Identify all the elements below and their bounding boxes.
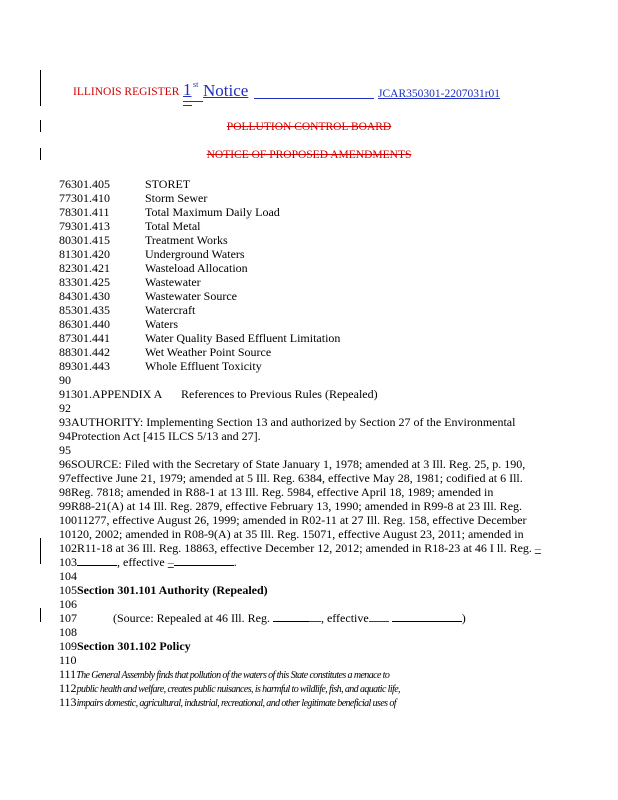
toc-line: 89301.443 Whole Effluent Toxicity bbox=[59, 359, 262, 373]
policy-line: 111The General Assembly finds that pollution of the waters of this State constitutes a menace to bbox=[59, 667, 390, 681]
line-number: 95 bbox=[59, 443, 71, 457]
authority-line: 93AUTHORITY: Implementing Section 13 and authorized by Section 27 of the Environmental bbox=[59, 415, 516, 429]
header-rule bbox=[254, 98, 374, 99]
toc-line: 84301.430 Wastewater Source bbox=[59, 289, 237, 303]
issue-superscript: st bbox=[193, 80, 199, 89]
change-bar bbox=[40, 608, 41, 622]
source-line: 96SOURCE: Filed with the Secretary of State January 1, 1978; amended at 3 Ill. Reg. 25, p. 190, bbox=[59, 457, 526, 471]
policy-line: 113impairs domestic, agricultural, industrial, recreational, and other legitimate beneficial uses of bbox=[59, 695, 396, 709]
line-number: 106 bbox=[59, 597, 77, 611]
source-line: 99R88-21(A) at 14 Ill. Reg. 2879, effective February 13, 1990; amended in R99-8 at 23 Ill. Reg. bbox=[59, 499, 523, 513]
change-bar bbox=[40, 538, 41, 564]
toc-line: 86301.440 Waters bbox=[59, 317, 179, 331]
toc-line: 83301.425 Wastewater bbox=[59, 275, 201, 289]
source-line: 102R11-18 at 36 Ill. Reg. 18863, effective December 12, 2012; amended in R18-23 at 46 I ll. Reg. – bbox=[59, 541, 541, 555]
toc-line: 77301.410 Storm Sewer bbox=[59, 191, 208, 205]
board-title: POLLUTION CONTROL BOARD bbox=[226, 121, 392, 133]
source-line: 10120, 2002; amended in R08-9(A) at 35 Ill. Reg. 15071, effective August 23, 2011; amended in bbox=[59, 527, 524, 541]
toc-line: 81301.420 Underground Waters bbox=[59, 247, 245, 261]
document-id: JCAR350301-2207031r01 bbox=[378, 88, 501, 100]
line-number: 90 bbox=[59, 373, 71, 387]
header-rule bbox=[183, 105, 192, 106]
toc-line: 87301.441 Water Quality Based Effluent Limitation bbox=[59, 331, 341, 345]
line-number: 110 bbox=[59, 653, 77, 667]
register-label: ILLINOIS REGISTER bbox=[73, 86, 180, 98]
policy-line: 112public health and welfare, creates public nuisances, is harmful to wildlife, fish, and aquatic life, bbox=[59, 681, 400, 695]
issue-number: 1 bbox=[183, 80, 192, 99]
source-line: 10011277, effective August 26, 1999; amended in R02-11 at 27 Ill. Reg. 158, effective December bbox=[59, 513, 527, 527]
toc-line: 88301.442 Wet Weather Point Source bbox=[59, 345, 272, 359]
header-rule bbox=[183, 101, 203, 102]
source-line: 103 , effective – . bbox=[59, 555, 237, 569]
notice-label: Notice bbox=[203, 81, 249, 100]
toc-line: 80301.415 Treatment Works bbox=[59, 233, 228, 247]
toc-line: 76301.405 STORET bbox=[59, 177, 191, 191]
source-line: 98Reg. 7818; amended in R88-1 at 13 Ill. Reg. 5984, effective April 18, 1989; amended in bbox=[59, 485, 494, 499]
toc-line: 82301.421 Wasteload Allocation bbox=[59, 261, 248, 275]
notice-title: NOTICE OF PROPOSED AMENDMENTS bbox=[206, 149, 412, 161]
section-heading: 105Section 301.101 Authority (Repealed) bbox=[59, 583, 268, 597]
toc-line: 85301.435 Watercraft bbox=[59, 303, 196, 317]
change-bar bbox=[40, 70, 41, 106]
line-number: 104 bbox=[59, 569, 77, 583]
toc-line: 78301.411 Total Maximum Daily Load bbox=[59, 205, 280, 219]
section-heading: 109Section 301.102 Policy bbox=[59, 639, 191, 653]
authority-line: 94Protection Act [415 ILCS 5/13 and 27]. bbox=[59, 429, 261, 443]
toc-line: 79301.413 Total Metal bbox=[59, 219, 201, 233]
line-number: 92 bbox=[59, 401, 71, 415]
source-line: 97effective June 21, 1979; amended at 5 Ill. Reg. 6384, effective May 28, 1981; codified at 6 Ill. bbox=[59, 471, 523, 485]
source-note: 107 (Source: Repealed at 46 Ill. Reg. , effective ) bbox=[59, 611, 466, 625]
line-number: 108 bbox=[59, 625, 77, 639]
appendix-line: 91301.APPENDIX A References to Previous Rules (Repealed) bbox=[59, 387, 378, 401]
